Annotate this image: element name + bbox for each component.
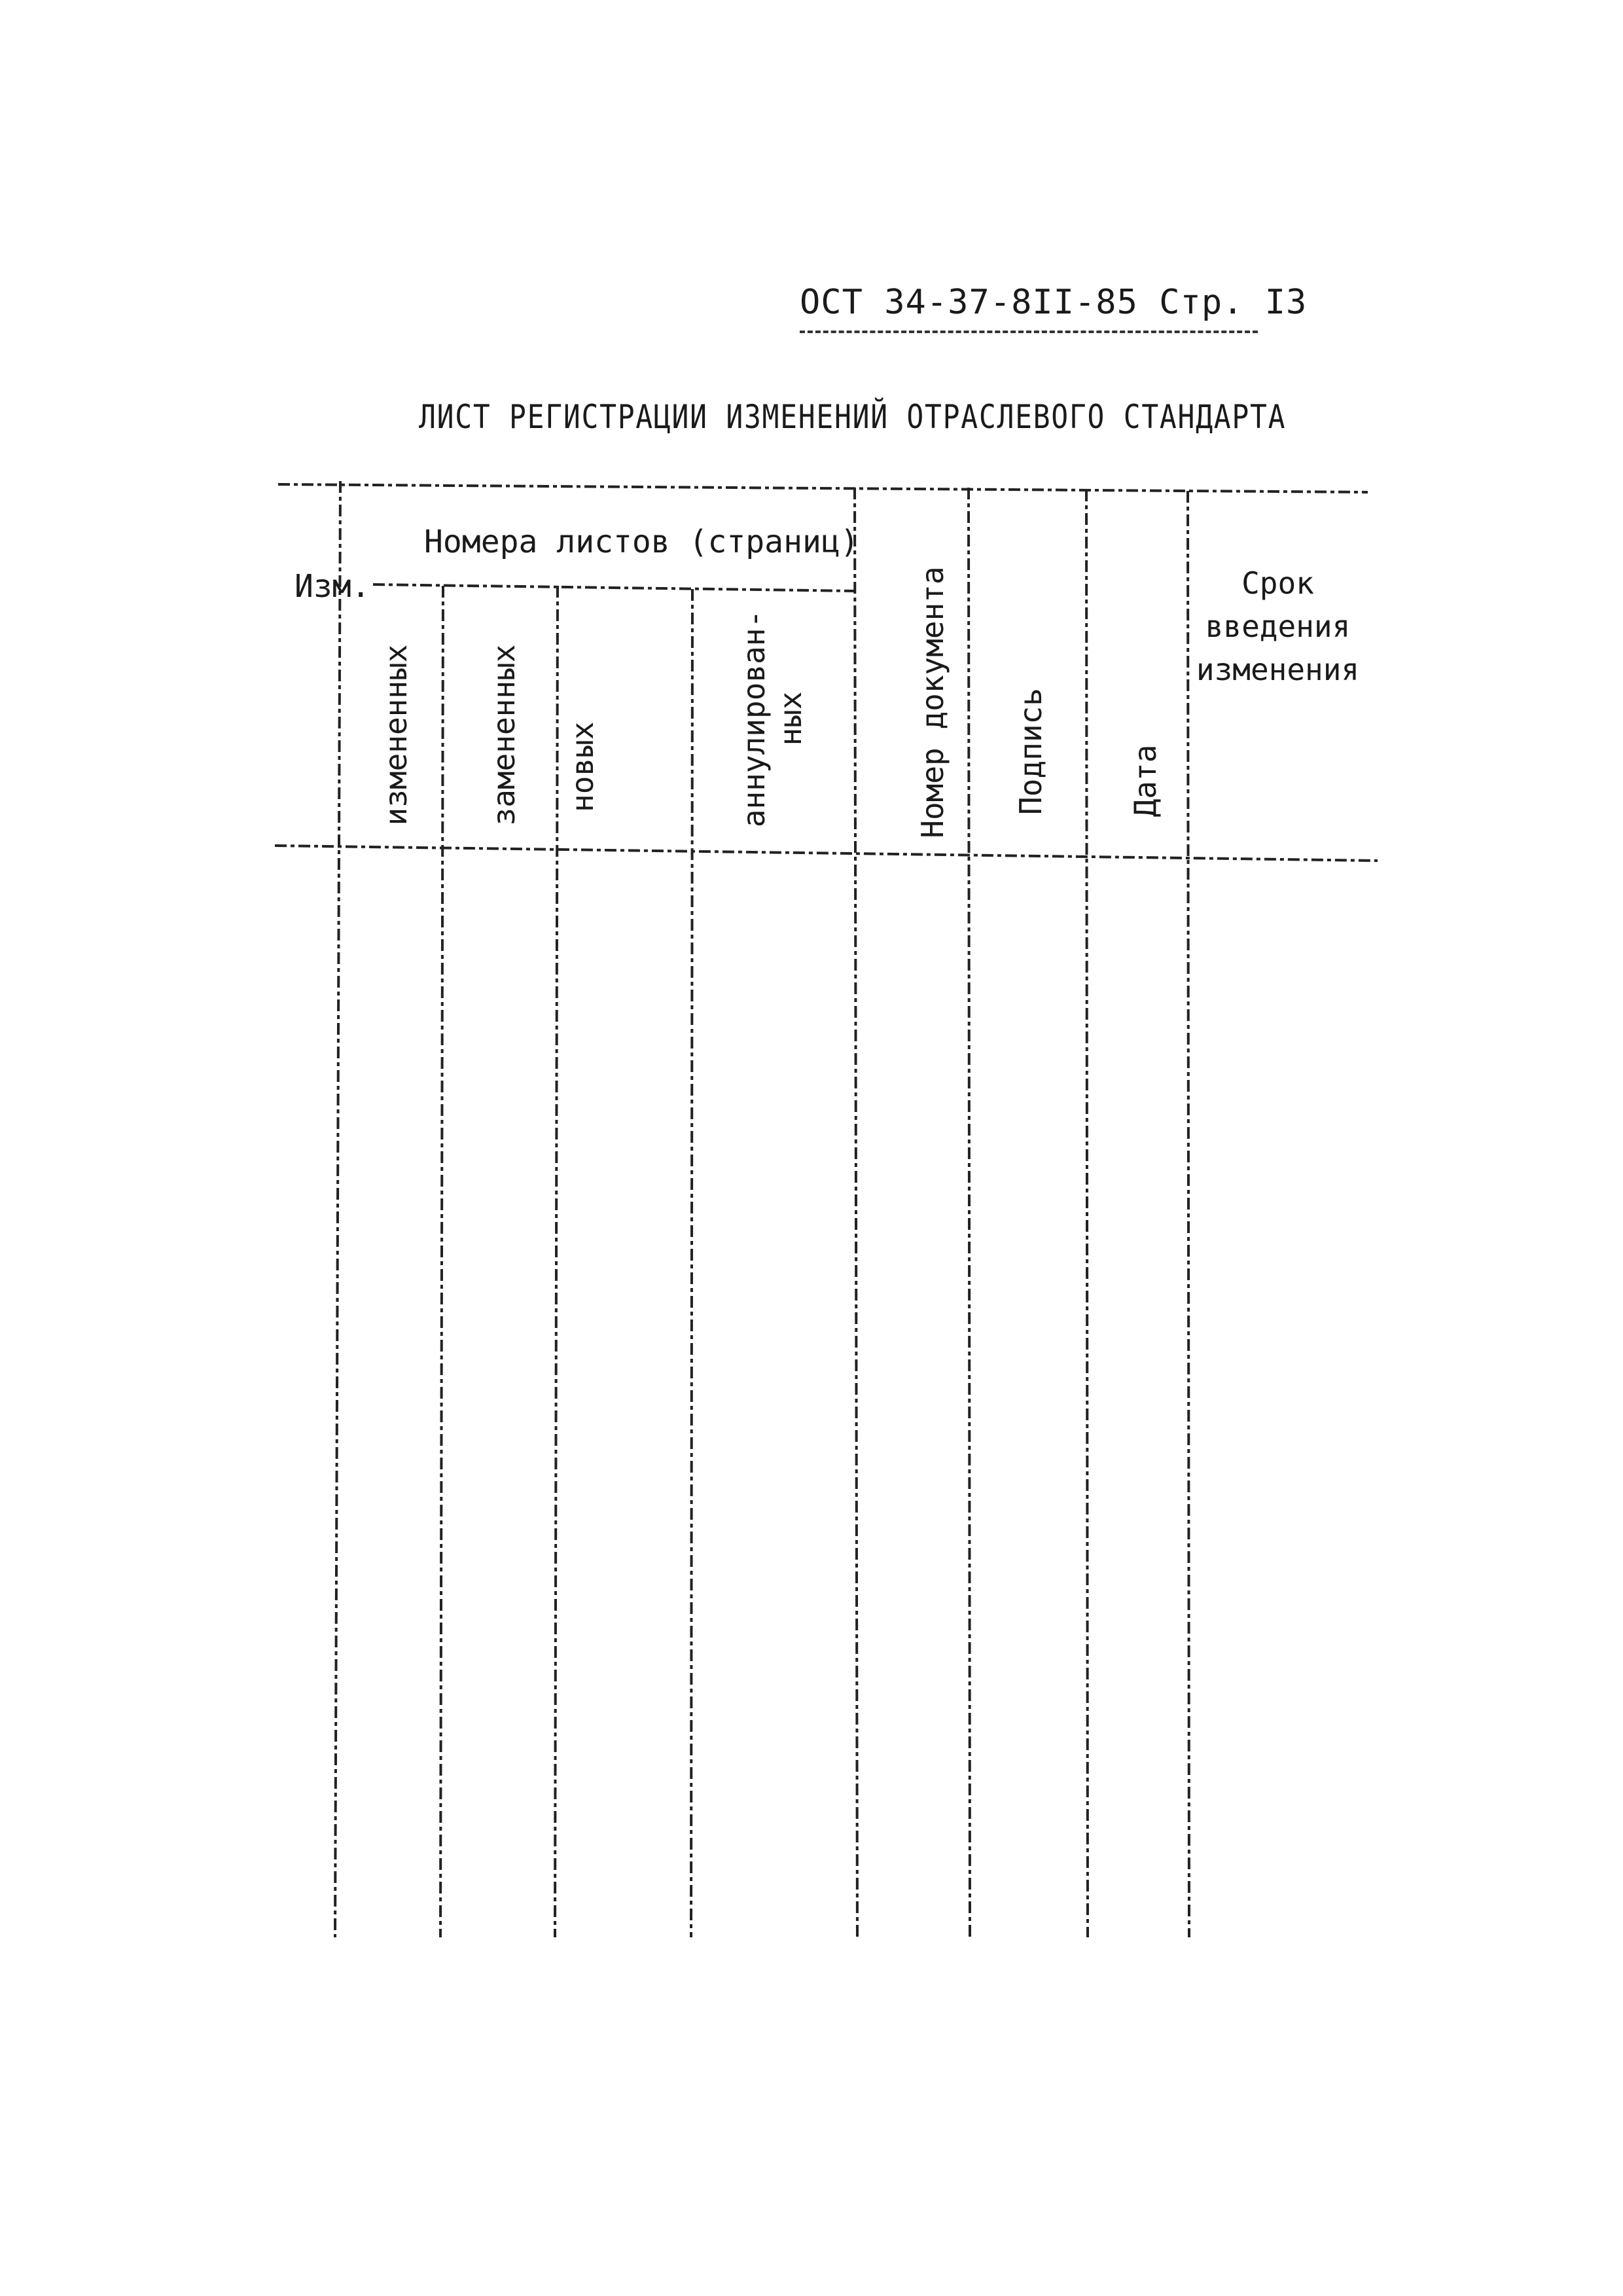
table-header-bottom-rule bbox=[275, 846, 1378, 861]
col-line-5 bbox=[855, 488, 857, 1937]
group-header-sheet-numbers: Номера листов (страниц) bbox=[424, 524, 859, 560]
col-annulled bbox=[736, 601, 809, 836]
group-header-rule bbox=[373, 584, 857, 591]
col-term-line1: Срок bbox=[1241, 565, 1314, 601]
col-line-2 bbox=[440, 586, 443, 1937]
col-term-line2: введения bbox=[1205, 609, 1351, 644]
col-annulled-line1: аннулирован- bbox=[736, 609, 772, 828]
col-implementation-term bbox=[1191, 562, 1364, 691]
col-changed: измененных bbox=[378, 644, 414, 826]
col-signature: Подпись bbox=[1013, 688, 1048, 815]
col-annulled-line2: ных bbox=[773, 691, 808, 746]
table-top-rule bbox=[278, 484, 1368, 492]
col-term-line3: изменения bbox=[1196, 652, 1360, 687]
col-line-8 bbox=[1188, 491, 1189, 1937]
col-line-4 bbox=[691, 589, 692, 1937]
col-line-6 bbox=[969, 488, 970, 1937]
document-code: ОСТ 34-37-8II-85 Стр. I3 bbox=[800, 283, 1308, 322]
page-title: ЛИСТ РЕГИСТРАЦИИ ИЗМЕНЕНИЙ ОТРАСЛЕВОГО СТАНДАРТА bbox=[419, 398, 1287, 436]
col-new: новых bbox=[565, 721, 600, 812]
col-date: Дата bbox=[1128, 744, 1163, 817]
col-document-number: Номер документа bbox=[915, 566, 950, 838]
col-line-3 bbox=[555, 586, 558, 1937]
col-change-number: Изм. bbox=[294, 568, 370, 605]
col-line-1 bbox=[335, 481, 340, 1937]
col-replaced: замененных bbox=[486, 644, 522, 826]
col-line-7 bbox=[1086, 490, 1088, 1937]
